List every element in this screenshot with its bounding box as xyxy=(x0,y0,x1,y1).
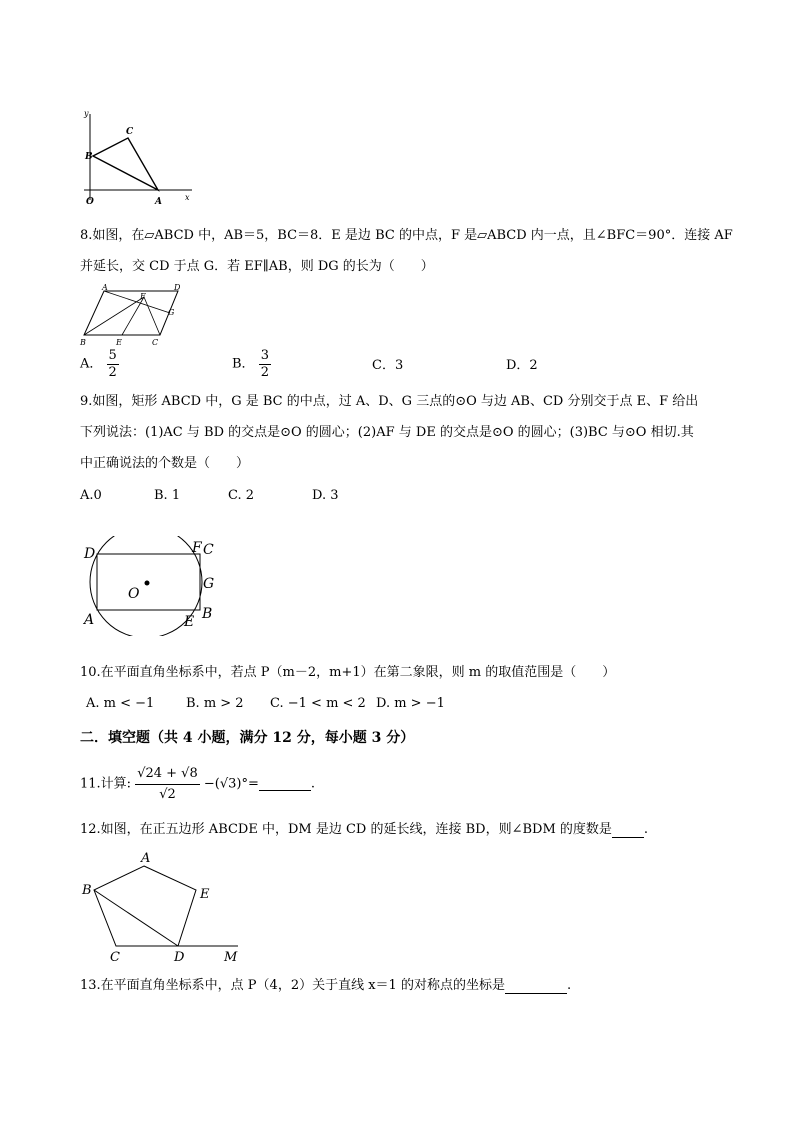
label-a: A xyxy=(84,612,95,628)
label-e: E xyxy=(200,887,210,902)
q8-option-b: B． $\frac{3}{2}$ xyxy=(232,348,269,380)
q8-option-b-fraction: $\frac{3}{2}$ xyxy=(260,348,269,380)
q7-figure xyxy=(80,104,200,208)
label-g: G xyxy=(203,576,215,592)
label-c: C xyxy=(110,950,120,965)
label-b: B xyxy=(202,606,213,622)
line-fc xyxy=(144,297,160,335)
label-b: B xyxy=(82,883,92,898)
label-e: E xyxy=(116,338,122,347)
q9-option-b: B. 1 xyxy=(154,488,181,503)
q8-option-c: C．3 xyxy=(372,358,404,373)
q9-line3: 中正确说法的个数是（ ） xyxy=(80,456,250,471)
q11-answer-blank[interactable] xyxy=(259,778,311,791)
q12-line: 12.如图，在正五边形 ABCDE 中，DM 是边 CD 的延长线，连接 BD，则∠BDM 的度数是 . xyxy=(80,822,649,837)
label-y: y xyxy=(84,109,89,118)
label-o: O xyxy=(128,586,140,602)
label-a: A xyxy=(141,851,151,866)
q9-figure xyxy=(80,536,230,636)
q9-line2: 下列说法：(1)AC 与 BD 的交点是⊙O 的圆心；(2)AF 与 DE 的交点是⊙O 的圆心；(3)BC 与⊙O 相切.其 xyxy=(80,425,694,440)
label-c: C xyxy=(152,338,159,347)
q8-option-a: A． $\frac{5}{2}$ xyxy=(80,348,117,380)
q8-option-a-fraction: $\frac{5}{2}$ xyxy=(108,348,117,380)
q10-option-d: D. m > −1 xyxy=(376,696,445,711)
label-b: B xyxy=(85,152,93,162)
section-2-heading: 二．填空题（共 4 小题，满分 12 分，每小题 3 分） xyxy=(80,730,415,746)
label-e: E xyxy=(184,614,195,630)
label-f: F xyxy=(192,540,202,556)
q10-option-b: B. m > 2 xyxy=(186,696,244,711)
q13-answer-blank[interactable] xyxy=(505,981,567,994)
q13-line: 13.在平面直角坐标系中，点 P（4，2）关于直线 x＝1 的对称点的坐标是 . xyxy=(80,978,572,993)
line-bd xyxy=(94,890,178,946)
label-a: A xyxy=(155,197,162,207)
label-m: M xyxy=(224,950,238,965)
label-f: F xyxy=(140,292,146,301)
q12-figure xyxy=(78,850,248,966)
triangle-abc xyxy=(93,138,158,190)
q8-figure xyxy=(78,283,198,347)
q11: 11.计算: $\frac{√24 + √8}{√2}$ −(√3)°= . xyxy=(80,764,315,805)
q10-option-c: C. −1 < m < 2 xyxy=(270,696,366,711)
center-point xyxy=(145,581,150,586)
label-c: C xyxy=(126,127,134,137)
q9-line1: 9.如图，矩形 ABCD 中，G 是 BC 的中点，过 A、D、G 三点的⊙O 与边 AB、CD 分别交于点 E、F 给出 xyxy=(80,394,699,409)
parallelogram-abcd xyxy=(84,291,178,335)
label-d: D xyxy=(174,283,181,292)
q12-answer-blank[interactable] xyxy=(612,825,644,838)
label-b: B xyxy=(80,338,86,347)
q11-fraction: $\frac{√24 + √8}{√2}$ xyxy=(137,766,198,802)
label-a: A xyxy=(102,283,108,292)
q9-option-c: C. 2 xyxy=(228,488,255,503)
label-o: O xyxy=(86,197,94,207)
q9-option-a: A.0 xyxy=(80,488,102,503)
q8-line1: 8.如图，在▱ABCD 中，AB＝5，BC＝8．E 是边 BC 的中点，F 是▱ABCD 内一点，且∠BFC＝90°．连接 AF xyxy=(80,228,733,243)
q8-option-d: D．2 xyxy=(506,358,538,373)
label-g: G xyxy=(168,308,175,317)
q8-line2: 并延长，交 CD 于点 G．若 EF∥AB，则 DG 的长为（ ） xyxy=(80,259,434,274)
q10-line: 10.在平面直角坐标系中，若点 P（m－2，m+1）在第二象限，则 m 的取值范围是（ ） xyxy=(80,665,616,680)
label-d: D xyxy=(84,546,96,562)
q9-option-d: D. 3 xyxy=(312,488,339,503)
label-d: D xyxy=(174,950,185,965)
pentagon-abcde xyxy=(94,866,196,946)
line-ef xyxy=(122,297,144,335)
q10-option-a: A. m < −1 xyxy=(86,696,155,711)
label-x: x xyxy=(185,193,190,202)
label-c: C xyxy=(203,542,214,558)
